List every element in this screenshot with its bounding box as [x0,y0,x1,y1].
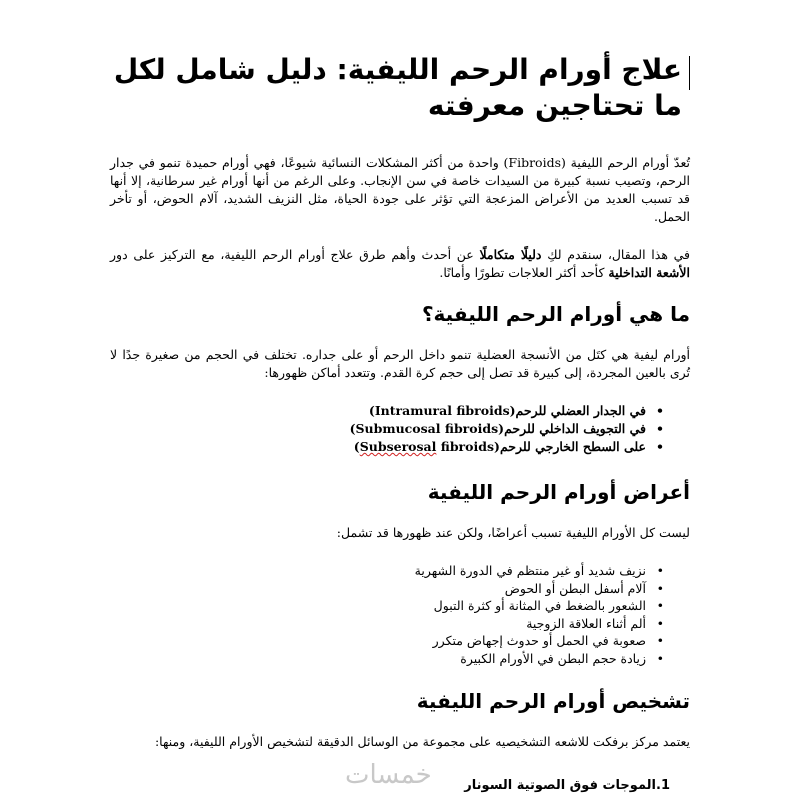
section-diagnosis-heading: تشخيص أورام الرحم الليفية [416,689,690,713]
list-item-arabic: في الجدار العضلي للرحم [515,403,646,418]
second-paragraph-part3: كأحد أكثر العلاجات تطورًا وأمانًا. [439,265,609,280]
list-item-arabic: على السطح الخارجي للرحم [499,439,646,454]
text-cursor [689,56,690,90]
numbered-item: 1.الموجات فوق الصوتية السونار [464,778,670,793]
list-item-arabic: في التجويف الداخلي للرحم [504,421,646,436]
spellcheck-word: Subserosal [359,439,437,454]
list-item: • ألم أثناء العلاقة الزوجية [110,615,646,633]
second-paragraph [110,246,690,282]
second-paragraph-part2: عن أحدث وأهم طرق علاج أورام الرحم الليفية، مع التركيز على دور [110,247,480,262]
fibroid-types-list [110,402,690,456]
list-item-english: (Intramural fibroids) [368,403,516,418]
list-item: • آلام أسفل البطن أو الحوض [110,580,646,598]
watermark-logo: خمسات [345,760,432,790]
list-item: • زيادة حجم البطن في الأورام الكبيرة [110,650,646,668]
list-item-english: (Submucosal fibroids) [349,421,505,436]
second-paragraph-bold2: الأشعة التداخلية [608,265,690,280]
section-symptoms-heading: أعراض أورام الرحم الليفية [427,480,690,504]
section-diagnosis-paragraph: يعتمد مركز برفكت للاشعه التشخيصيه على مجموعة من الوسائل الدقيقة لتشخيص الأورام الليفية، ومنها: [154,734,690,749]
symptoms-list [110,562,690,667]
article-title: علاج أورام الرحم الليفية: دليل شامل لكل ما تحتاجين معرفته [113,53,682,122]
second-paragraph-part1: في هذا المقال، سنقدم لكِ [541,247,691,262]
list-item [110,420,646,438]
list-item: • الشعور بالضغط في المثانة أو كثرة التبول [110,597,646,615]
document-page [110,52,690,795]
list-item [110,438,646,456]
intro-paragraph: تُعدّ أورام الرحم الليفية (Fibroids) واحدة من أكثر المشكلات النسائية شيوعًا، فهي أورام حميدة تنمو في جدار الرحم، وتصيب نسبة كبيرة من السيدات خاصة في سن الإنجاب. وعلى الرغم من أنها أورام غير سرطانية، إلا أنها قد تسبب العديد من الأعراض المزعجة التي تؤثر على جودة الحياة، مثل النزيف الشديد، آلام الحوض، أو تأخر الحمل. [110,155,690,224]
list-item: • صعوبة في الحمل أو حدوث إجهاض متكرر [110,632,646,650]
section-what-paragraph: أورام ليفية هي كتَل من الأنسجة العضلية تنمو داخل الرحم أو على جداره. تختلف في الحجم من صغيرة جدًا لا تُرى بالعين المجردة، إلى كبيرة قد تصل إلى حجم كرة القدم. وتتعدد أماكن ظهورها: [110,347,690,380]
section-symptoms-paragraph: ليست كل الأورام الليفية تسبب أعراضًا، ولكن عند ظهورها قد تشمل: [336,525,690,540]
list-item: • نزيف شديد أو غير منتظم في الدورة الشهرية [110,562,646,580]
list-item [110,402,646,420]
list-item-english-post: fibroids) [353,439,495,454]
second-paragraph-bold1: دليلًا متكاملًا [479,247,542,262]
section-what-heading: ما هي أورام الرحم الليفية؟ [421,302,690,326]
list-item-english-pre: ( [494,439,500,454]
